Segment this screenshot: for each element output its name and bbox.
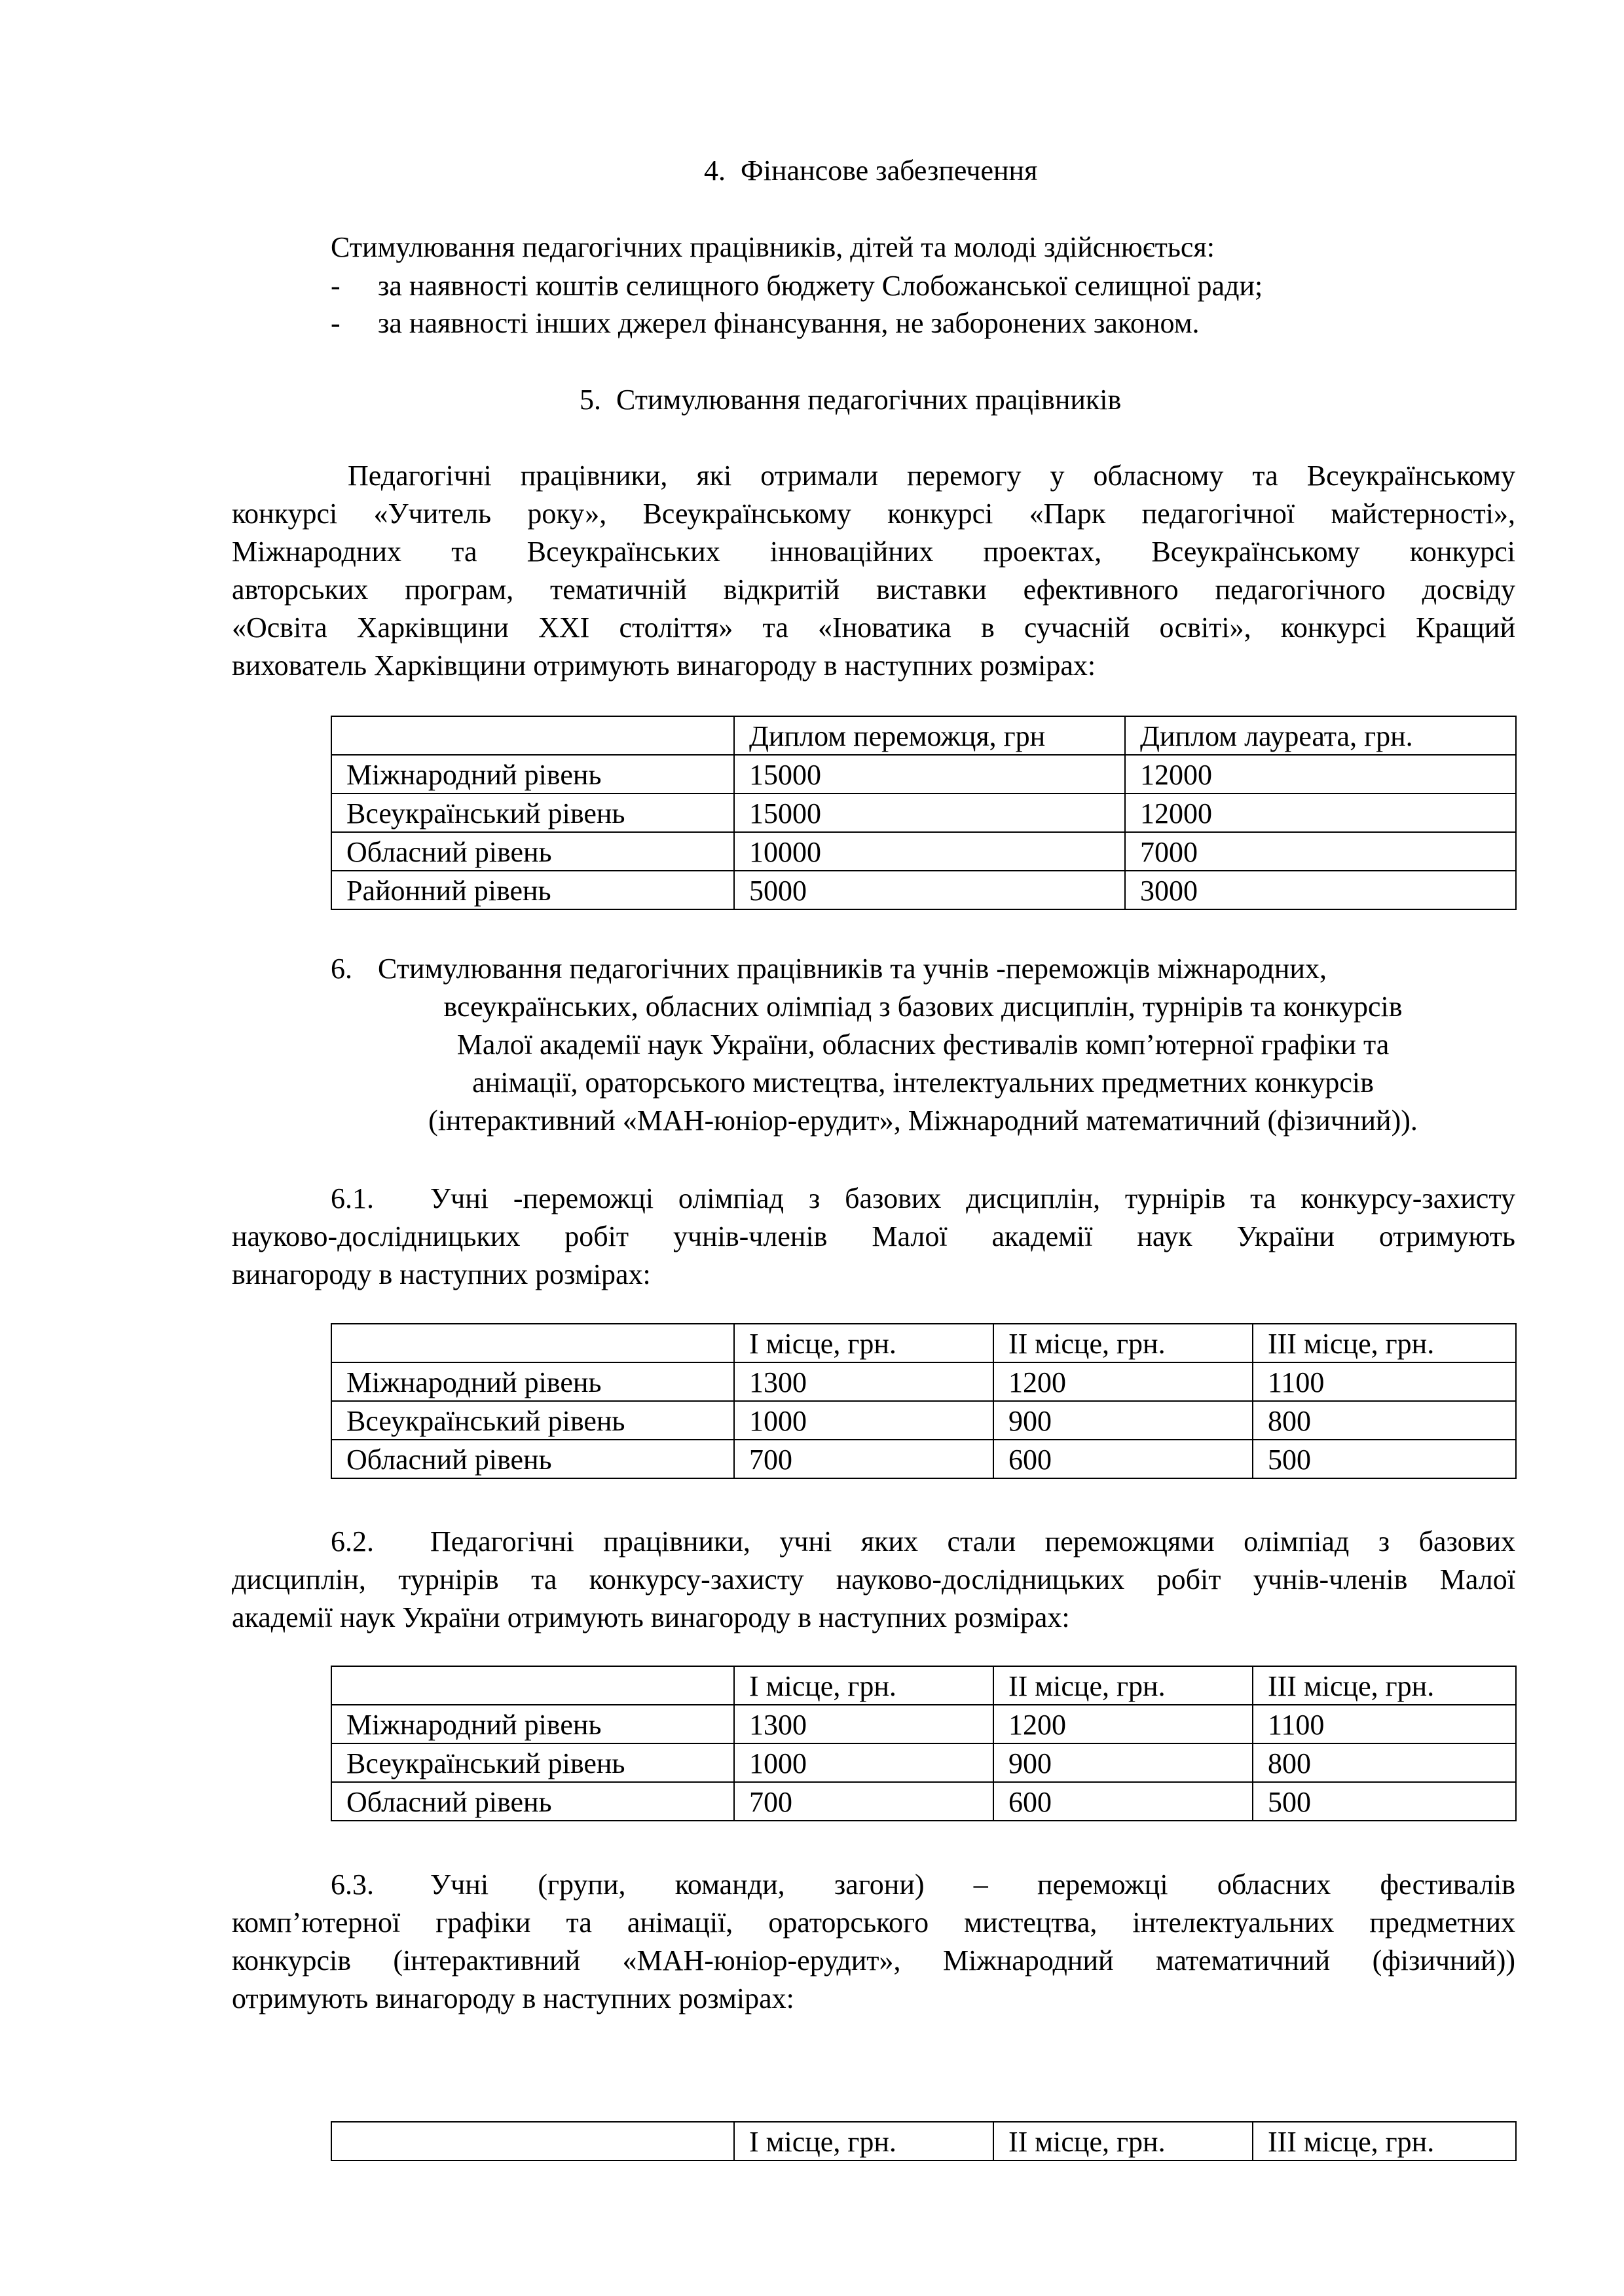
table-header-cell: [331, 716, 734, 755]
table-cell: 1000: [734, 1401, 993, 1440]
section-6-title-line: (інтерактивний «МАН-юніор-ерудит», Міжнародний математичний (фізичний)).: [428, 1104, 1418, 1137]
paragraph-line: науково-дослідницьких робіт учнів-членів Малої академії наук України отримують: [232, 1220, 1515, 1252]
section-4-intro: Стимулювання педагогічних працівників, дітей та молоді здійснюється:: [331, 231, 1215, 263]
awards-table-teachers: [331, 716, 1517, 910]
section-6-title-line: анімації, ораторського мистецтва, інтелектуальних предметних конкурсів: [472, 1066, 1374, 1099]
table-header-cell: І місце, грн.: [734, 2122, 993, 2160]
list-item: за наявності інших джерел фінансування, не заборонених законом.: [378, 307, 1200, 339]
list-bullet: -: [331, 307, 341, 339]
paragraph-line: вихователь Харківщини отримують винагороду в наступних розмірах:: [232, 649, 1096, 682]
table-row: [331, 793, 1516, 832]
table-cell: 1100: [1253, 1705, 1516, 1743]
table-cell: Міжнародний рівень: [331, 1362, 734, 1401]
table-cell: 12000: [1125, 793, 1516, 832]
table-cell: 5000: [734, 871, 1125, 909]
table-cell: 1200: [993, 1362, 1253, 1401]
table-cell: 15000: [734, 755, 1125, 793]
paragraph-line: Педагогічні працівники, які отримали перемогу у обласному та Всеукраїнському: [348, 460, 1515, 492]
table-row: [331, 1362, 1516, 1401]
list-bullet: -: [331, 270, 341, 302]
section-6-title-line: 6. Стимулювання педагогічних працівників та учнів -переможців міжнародних,: [331, 950, 1327, 988]
paragraph-6-2: [232, 1523, 1515, 1637]
table-row: [331, 1401, 1516, 1440]
section-5-heading: [580, 381, 1121, 419]
table-header-cell: [331, 2122, 734, 2160]
paragraph-6-1: [232, 1180, 1515, 1294]
table-cell: Обласний рівень: [331, 1440, 734, 1478]
paragraph-line: отримують винагороду в наступних розмірах:: [232, 1982, 794, 2014]
table-row: [331, 871, 1516, 909]
list-item: за наявності коштів селищного бюджету Слобожанської селищної ради;: [378, 270, 1263, 302]
paragraph-line: винагороду в наступних розмірах:: [232, 1258, 651, 1290]
table-cell: Районний рівень: [331, 871, 734, 909]
table-cell: Міжнародний рівень: [331, 755, 734, 793]
awards-table-students: [331, 1323, 1517, 1479]
table-cell: Міжнародний рівень: [331, 1705, 734, 1743]
table-header-cell: ІІІ місце, грн.: [1253, 1666, 1516, 1705]
paragraph-number: 6.2.: [331, 1525, 374, 1558]
section-4-heading: [704, 152, 1037, 190]
paragraph-line: комп’ютерної графіки та анімації, ораторського мистецтва, інтелектуальних предметних: [232, 1906, 1515, 1939]
table-header-cell: Диплом переможця, грн: [734, 716, 1125, 755]
paragraph-line: Міжнародних та Всеукраїнських інноваційних проектах, Всеукраїнському конкурсі: [232, 536, 1515, 568]
table-cell: 1100: [1253, 1362, 1516, 1401]
paragraph-line: 6.3. Учні (групи, команди, загони) – переможці обласних фестивалів: [232, 1866, 1515, 1904]
table-cell: 600: [993, 1782, 1253, 1821]
table-cell: 1300: [734, 1362, 993, 1401]
table-header-row: [331, 2122, 1516, 2160]
paragraph-line: академії наук України отримують винагороду в наступних розмірах:: [232, 1601, 1070, 1633]
paragraph-line: конкурсі «Учитель року», Всеукраїнському конкурсі «Парк педагогічної майстерності»,: [232, 498, 1515, 530]
table-header-cell: І місце, грн.: [734, 1324, 993, 1362]
table-cell: 1300: [734, 1705, 993, 1743]
table-cell: Всеукраїнський рівень: [331, 793, 734, 832]
paragraph-line: 6.1. Учні -переможці олімпіад з базових дисциплін, турнірів та конкурсу-захисту: [232, 1180, 1515, 1218]
table-cell: 900: [993, 1743, 1253, 1782]
table-cell: 12000: [1125, 755, 1516, 793]
table-cell: Всеукраїнський рівень: [331, 1743, 734, 1782]
paragraph-number: 6.1.: [331, 1182, 374, 1214]
table-header-cell: [331, 1324, 734, 1362]
section-5-number: 5.: [580, 384, 601, 416]
table-header-row: [331, 1666, 1516, 1705]
table-row: [331, 1743, 1516, 1782]
section-4-title: Фінансове забезпечення: [741, 155, 1038, 187]
table-cell: Обласний рівень: [331, 832, 734, 871]
table-header-row: [331, 1324, 1516, 1362]
awards-table-teachers-of-winners: [331, 1666, 1517, 1821]
section-6-title-line: Малої академії наук України, обласних фестивалів комп’ютерної графіки та: [456, 1029, 1390, 1061]
paragraph-6-3: [232, 1866, 1515, 2018]
paragraph-line: 6.2. Педагогічні працівники, учні яких стали переможцями олімпіад з базових: [232, 1523, 1515, 1561]
table-row: [331, 1705, 1516, 1743]
section-6-title-line: всеукраїнських, обласних олімпіад з базових дисциплін, турнірів та конкурсів: [443, 991, 1403, 1023]
table-header-row: [331, 716, 1516, 755]
table-cell: 500: [1253, 1440, 1516, 1478]
table-header-cell: І місце, грн.: [734, 1666, 993, 1705]
table-row: [331, 1782, 1516, 1821]
table-cell: 700: [734, 1440, 993, 1478]
table-cell: Всеукраїнський рівень: [331, 1401, 734, 1440]
table-cell: 800: [1253, 1743, 1516, 1782]
table-header-cell: Диплом лауреата, грн.: [1125, 716, 1516, 755]
section-6-number: 6.: [331, 953, 352, 985]
table-cell: 1000: [734, 1743, 993, 1782]
table-cell: 800: [1253, 1401, 1516, 1440]
table-cell: 600: [993, 1440, 1253, 1478]
paragraph-line: «Освіта Харківщини XXI століття» та «Іноватика в сучасній освіті», конкурсі Кращий: [232, 611, 1515, 644]
table-header-cell: ІІ місце, грн.: [993, 1324, 1253, 1362]
section-5-paragraph: [232, 457, 1515, 685]
table-header-cell: [331, 1666, 734, 1705]
table-row: [331, 832, 1516, 871]
table-header-cell: ІІІ місце, грн.: [1253, 2122, 1516, 2160]
section-4-number: 4.: [704, 155, 726, 187]
table-cell: 10000: [734, 832, 1125, 871]
table-cell: 900: [993, 1401, 1253, 1440]
table-header-cell: ІІІ місце, грн.: [1253, 1324, 1516, 1362]
section-5-title: Стимулювання педагогічних працівників: [616, 384, 1122, 416]
table-row: [331, 755, 1516, 793]
table-cell: Обласний рівень: [331, 1782, 734, 1821]
paragraph-number: 6.3.: [331, 1868, 374, 1901]
paragraph-line: конкурсів (інтерактивний «МАН-юніор-ерудит», Міжнародний математичний (фізичний)): [232, 1944, 1515, 1977]
table-cell: 700: [734, 1782, 993, 1821]
paragraph-line: дисциплін, турнірів та конкурсу-захисту науково-дослідницьких робіт учнів-членів Малої: [232, 1563, 1515, 1595]
paragraph-line: авторських програм, тематичній відкритій виставки ефективного педагогічного досвіду: [232, 574, 1515, 606]
table-cell: 1200: [993, 1705, 1253, 1743]
table-cell: 500: [1253, 1782, 1516, 1821]
awards-table-festivals: [331, 2121, 1517, 2161]
table-cell: 3000: [1125, 871, 1516, 909]
table-cell: 15000: [734, 793, 1125, 832]
table-header-cell: ІІ місце, грн.: [993, 2122, 1253, 2160]
table-header-cell: ІІ місце, грн.: [993, 1666, 1253, 1705]
table-row: [331, 1440, 1516, 1478]
table-cell: 7000: [1125, 832, 1516, 871]
